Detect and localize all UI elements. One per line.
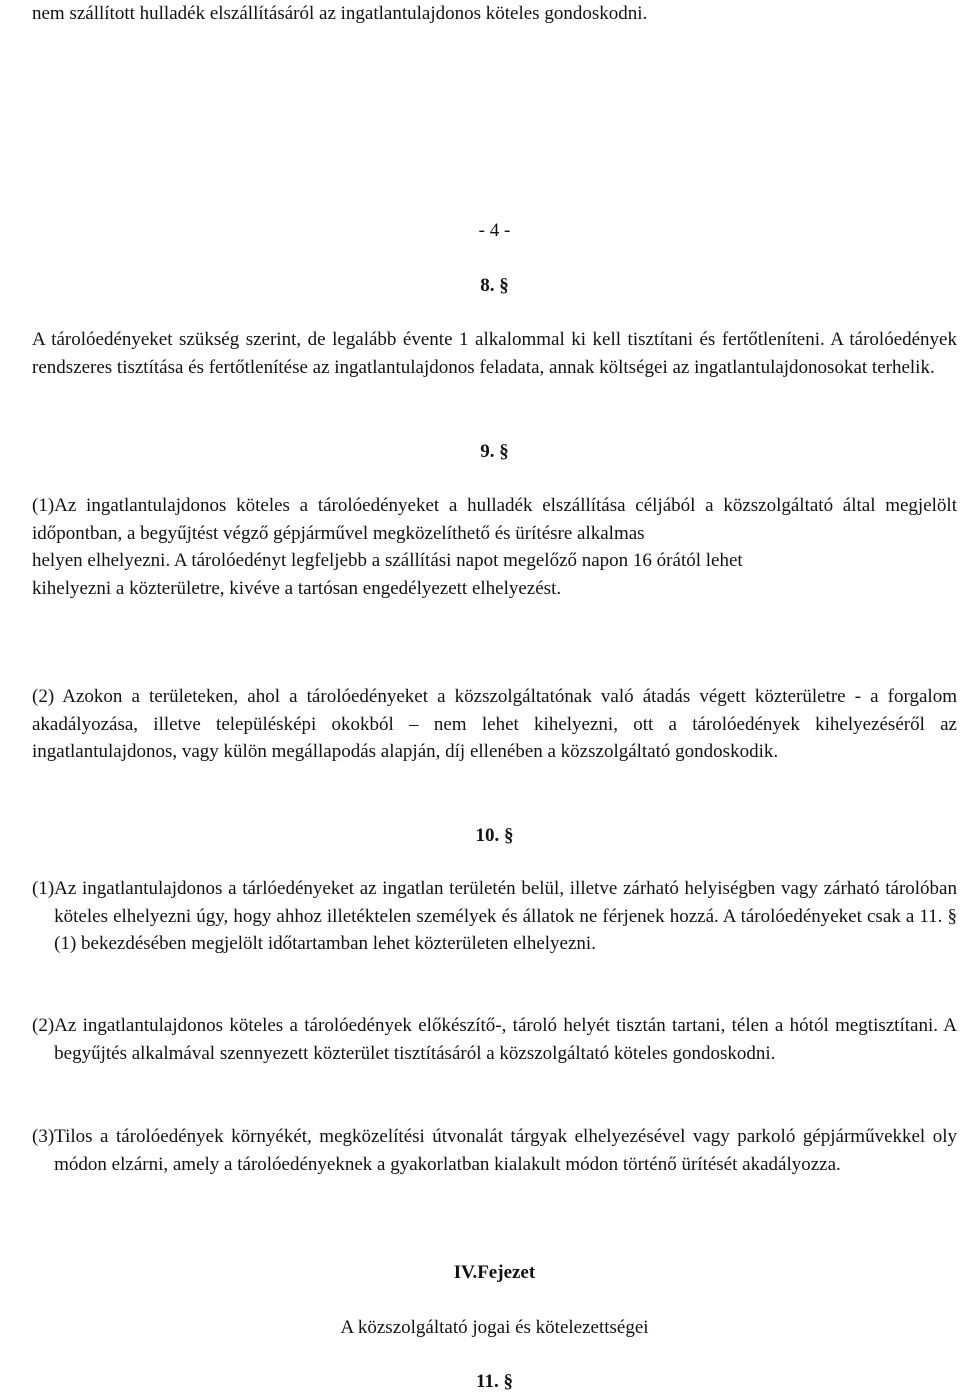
section-9-heading: 9. §: [480, 441, 509, 462]
section-10-paragraph-1: [32, 875, 957, 958]
paragraph-text-line: kihelyezni a közterületre, kivéve a tartósan engedélyezett elhelyezést.: [32, 577, 562, 599]
section-10-paragraph-3: [32, 1123, 957, 1178]
paragraph-text: Az ingatlantulajdonos a tárlóedényeket az ingatlan területén belül, illetve zárható helyiségben vagy zárható tárolóban köteles elhelyezni úgy, hogy ahhoz illetéktelen személyek és állatok ne férjenek hozzá. A tárolóedényeket csak a 11. § (1) bekezdésében megjelölt időtartamban lehet közterületen elhelyezni.: [54, 878, 957, 954]
section-9-paragraph-1: [32, 492, 957, 602]
paragraph-number: (3): [32, 1126, 55, 1147]
paragraph-text: Az ingatlantulajdonos köteles a tárolóedényeket a hulladék elszállítása céljából a közszolgáltató által megjelölt időpontban, a begyűjtést végző gépjárművel megközelíthető és ürítésre alkalmas: [32, 495, 957, 544]
paragraph-number: (2): [32, 1015, 55, 1036]
section-9-paragraph-2: (2) Azokon a területeken, ahol a tárolóedényeket a közszolgáltatónak való átadás végett közterületre - a forgalom akadályozása, illetve településképi okokból – nem lehet kihelyezni, ott a tárolóedények kihelyezéséről az ingatlantulajdonos, vagy külön megállapodás alapján, díj ellenében a közszolgáltató gondoskodik.: [32, 686, 957, 762]
paragraph-number: (1): [32, 495, 55, 516]
section-10-paragraph-2: [32, 1012, 957, 1067]
section-11-heading: 11. §: [476, 1371, 513, 1392]
page-number: - 4 -: [478, 220, 511, 241]
chapter-title: IV.Fejezet: [453, 1262, 536, 1283]
top-line: nem szállított hulladék elszállításáról az ingatlantulajdonos köteles gondoskodni.: [32, 3, 648, 24]
paragraph-text-line: helyen elhelyezni. A tárolóedényt legfeljebb a szállítási napot megelőző napon 16 órától lehet: [32, 550, 743, 571]
paragraph-number: (1): [32, 878, 55, 899]
section-8-text: A tárolóedényeket szükség szerint, de legalább évente 1 alkalommal ki kell tisztítani és fertőtleníteni. A tárolóedények rendszeres tisztítása és fertőtlenítése az ingatlantulajdonos feladata, annak költségei az ingatlantulajdonosokat terhelik.: [32, 329, 957, 378]
paragraph-text: Tilos a tárolóedények környékét, megközelítési útvonalát tárgyak elhelyezésével vagy parkoló gépjárművekkel oly módon elzárni, amely a tárolóedényeknek a gyakorlatban kialakult módon történő ürítését akadályozza.: [54, 1126, 957, 1175]
section-10-heading: 10. §: [475, 825, 514, 846]
paragraph-text: Az ingatlantulajdonos köteles a tárolóedények előkészítő-, tároló helyét tisztán tartani, télen a hótól megtisztítani. A begyűjtés alkalmával szennyezett közterület tisztításáról a közszolgáltató köteles gondoskodni.: [54, 1015, 957, 1064]
chapter-subtitle: A közszolgáltató jogai és kötelezettségei: [340, 1317, 649, 1338]
section-8-heading: 8. §: [480, 275, 509, 296]
